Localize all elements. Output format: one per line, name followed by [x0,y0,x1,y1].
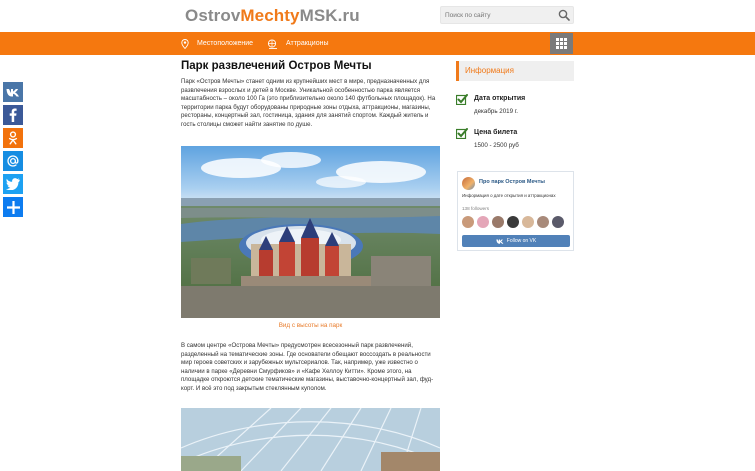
park-aerial-photo [181,146,440,318]
location-pin-icon [181,39,189,49]
nav-item-location-label: Местоположение [197,40,254,47]
facebook-icon [9,108,17,122]
vk-follower-avatars [462,216,567,229]
vk-group-description: Информация о дате открытия и аттракционах [462,193,556,198]
fact-ticket-price-label: Цена билета [474,129,518,136]
article-second-paragraph: В самом центре «Острова Мечты» предусмотрен всесезонный парк развлечений, разделенный на тематические зоны. Где основатели обещают воссоздать в реальности мир героев советских и зарубежных мультсериалов. Так, например, уже известно о наличии в парке «Деревни Смурфиков» и «Кафе Хеллоу Китти». Кроме этого, на площадке откроются детские тематические магазины, выставочно-концертный зал, фуд-корт. И всё это под закрытым стеклянным куполом. [181,342,434,392]
article-intro-paragraph: Парк «Остров Мечты» станет одним из крупнейших мест в мире, предназначенных для развлечения взрослых и детей в Москве. Уникальной особенностью парка является масштабность – около 100 Га (это приблизительно около 140 футбольных площадок). На территории парка будут оборудованы природные зоны отдыха, аттракционы, магазины, рестораны, концертный зал, гостиница, здания для занятий спортом. Каждый житель и гость столицы сможет найти занятие по душе. [181,78,436,128]
fact-opening-date-value: декабрь 2019 г. [474,108,518,115]
article-content [181,60,441,129]
vk-group-name[interactable]: Про парк Остров Мечты [479,179,545,185]
share-twitter-button[interactable] [3,174,23,194]
logo-text-ostrov: Ostrov [185,6,241,25]
plus-icon [7,201,20,214]
share-more-button[interactable] [3,197,23,217]
park-dome-photo [181,408,440,471]
share-vk-button[interactable] [3,82,23,102]
avatar[interactable] [462,216,474,228]
avatar[interactable] [522,216,534,228]
logo-text-domain: .ru [337,6,360,25]
fact-ticket-price-value: 1500 - 2500 руб [474,142,519,149]
vk-follow-button[interactable] [462,235,570,247]
grid-menu-icon [556,38,567,49]
article-title: Парк развлечений Остров Мечты [181,60,372,72]
info-header-title: Информация [465,66,514,75]
grid-menu-button[interactable] [550,33,573,54]
main-nav [0,32,755,55]
avatar[interactable] [552,216,564,228]
social-share-bar [3,82,23,220]
vk-followers-count[interactable]: 138 followers [462,206,490,211]
photo-caption-aerial: Вид с высоты на парк [278,322,343,329]
info-header [456,61,574,81]
vk-group-widget [457,171,574,251]
search-icon[interactable] [558,9,570,21]
avatar[interactable] [507,216,519,228]
share-facebook-button[interactable] [3,105,23,125]
nav-item-attractions-label: Аттракционы [286,40,329,47]
vk-icon [6,88,20,97]
site-header [0,0,755,32]
share-mail-button[interactable] [3,151,23,171]
logo-text-mechty: Mechty [240,6,300,25]
mail-at-icon [6,154,20,168]
nav-item-attractions[interactable] [267,37,329,50]
share-odnoklassniki-button[interactable] [3,128,23,148]
twitter-icon [6,178,20,190]
search-input[interactable] [445,9,555,22]
vk-group-avatar[interactable] [462,177,475,190]
checkmark-icon [456,128,468,139]
vk-follow-label: Follow on VK [506,238,537,244]
logo-text-msk: MSK [299,6,338,25]
avatar[interactable] [477,216,489,228]
odnoklassniki-icon [8,131,18,145]
vk-icon [496,239,504,244]
avatar[interactable] [537,216,549,228]
site-logo[interactable] [185,6,360,26]
avatar[interactable] [492,216,504,228]
search-box [440,6,574,24]
attraction-icon [267,39,278,49]
fact-opening-date-label: Дата открытия [474,95,526,102]
checkmark-icon [456,94,468,105]
nav-item-location[interactable] [181,37,253,50]
